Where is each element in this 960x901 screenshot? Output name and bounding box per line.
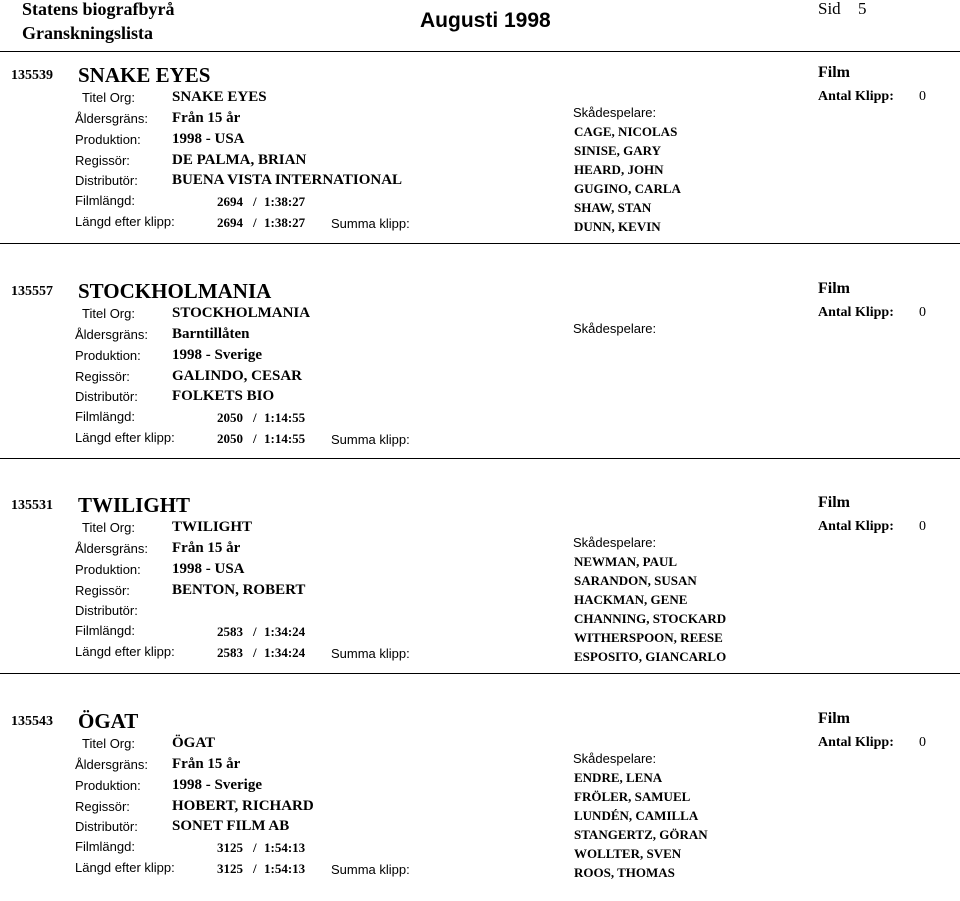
summa-klipp-label: Summa klipp: xyxy=(331,432,410,447)
actor-name: ESPOSITO, GIANCARLO xyxy=(574,649,727,664)
actor-name: HEARD, JOHN xyxy=(574,162,664,177)
langd-efter-klipp-label: Längd efter klipp: xyxy=(75,644,175,659)
langd-efter-separator: / xyxy=(253,645,257,660)
titel-org-value: SNAKE EYES xyxy=(172,89,267,105)
filmlangd-meters: 2050 xyxy=(217,410,243,425)
regissor-label: Regissör: xyxy=(75,583,130,598)
produktion-label: Produktion: xyxy=(75,562,141,577)
summa-klipp-label: Summa klipp: xyxy=(331,216,410,231)
langd-efter-klipp-label: Längd efter klipp: xyxy=(75,860,175,875)
langd-efter-separator: / xyxy=(253,861,257,876)
page-number: 5 xyxy=(858,0,867,18)
page-label: Sid xyxy=(818,0,841,18)
summa-klipp-label: Summa klipp: xyxy=(331,646,410,661)
registration-number: 135539 xyxy=(11,68,53,83)
regissor-value: DE PALMA, BRIAN xyxy=(172,152,307,168)
filmlangd-time: 1:14:55 xyxy=(264,410,306,425)
filmlangd-separator: / xyxy=(253,410,257,425)
list-title: Granskningslista xyxy=(22,23,154,43)
titel-org-value: TWILIGHT xyxy=(172,519,253,535)
entry-divider xyxy=(0,673,960,674)
langd-efter-klipp-label: Längd efter klipp: xyxy=(75,214,175,229)
skadespelare-label: Skådespelare: xyxy=(573,105,657,120)
titel-org-value: ÖGAT xyxy=(172,735,216,751)
antal-klipp-value: 0 xyxy=(919,735,926,750)
produktion-label: Produktion: xyxy=(75,348,141,363)
entry-divider xyxy=(0,243,960,244)
summa-klipp-label: Summa klipp: xyxy=(331,862,410,877)
film-title: STOCKHOLMANIA xyxy=(78,279,272,303)
actor-name: DUNN, KEVIN xyxy=(574,219,661,234)
filmlangd-label: Filmlängd: xyxy=(75,839,135,854)
actor-name: WITHERSPOON, REESE xyxy=(574,630,723,645)
aldersgrans-label: Åldersgräns: xyxy=(75,757,148,772)
actor-name: CAGE, NICOLAS xyxy=(574,124,678,139)
antal-klipp-label: Antal Klipp: xyxy=(818,89,894,104)
filmlangd-meters: 2583 xyxy=(217,624,243,639)
titel-org-label: Titel Org: xyxy=(82,90,135,105)
distributor-value: SONET FILM AB xyxy=(172,818,290,834)
aldersgrans-value: Från 15 år xyxy=(172,756,241,772)
film-entry xyxy=(0,271,960,471)
actor-name: STANGERTZ, GÖRAN xyxy=(574,827,708,842)
distributor-label: Distributör: xyxy=(75,173,138,188)
regissor-label: Regissör: xyxy=(75,369,130,384)
header-divider xyxy=(0,51,960,52)
titel-org-label: Titel Org: xyxy=(82,736,135,751)
filmlangd-label: Filmlängd: xyxy=(75,409,135,424)
regissor-value: BENTON, ROBERT xyxy=(172,582,306,598)
film-entry xyxy=(0,55,960,255)
titel-org-label: Titel Org: xyxy=(82,520,135,535)
filmlangd-meters: 2694 xyxy=(217,194,243,209)
langd-efter-klipp-label: Längd efter klipp: xyxy=(75,430,175,445)
filmlangd-separator: / xyxy=(253,840,257,855)
skadespelare-label: Skådespelare: xyxy=(573,751,657,766)
report-period: Augusti 1998 xyxy=(420,9,551,32)
langd-efter-time: 1:54:13 xyxy=(264,861,306,876)
antal-klipp-label: Antal Klipp: xyxy=(818,735,894,750)
langd-efter-time: 1:38:27 xyxy=(264,215,306,230)
media-type: Film xyxy=(818,280,850,297)
regissor-value: HOBERT, RICHARD xyxy=(172,798,314,814)
langd-efter-time: 1:14:55 xyxy=(264,431,306,446)
produktion-value: 1998 - USA xyxy=(172,561,245,577)
titel-org-label: Titel Org: xyxy=(82,306,135,321)
filmlangd-time: 1:38:27 xyxy=(264,194,306,209)
regissor-value: GALINDO, CESAR xyxy=(172,368,303,384)
produktion-label: Produktion: xyxy=(75,132,141,147)
actor-name: LUNDÉN, CAMILLA xyxy=(574,808,699,823)
actor-name: SARANDON, SUSAN xyxy=(574,573,697,588)
skadespelare-label: Skådespelare: xyxy=(573,535,657,550)
produktion-value: 1998 - Sverige xyxy=(172,347,262,363)
media-type: Film xyxy=(818,494,850,511)
registration-number: 135531 xyxy=(11,498,53,513)
aldersgrans-label: Åldersgräns: xyxy=(75,541,148,556)
actor-name: GUGINO, CARLA xyxy=(574,181,681,196)
langd-efter-time: 1:34:24 xyxy=(264,645,306,660)
regissor-label: Regissör: xyxy=(75,799,130,814)
filmlangd-separator: / xyxy=(253,194,257,209)
media-type: Film xyxy=(818,710,850,727)
langd-efter-meters: 2583 xyxy=(217,645,243,660)
filmlangd-time: 1:34:24 xyxy=(264,624,306,639)
antal-klipp-value: 0 xyxy=(919,305,926,320)
actor-name: ENDRE, LENA xyxy=(574,770,663,785)
filmlangd-time: 1:54:13 xyxy=(264,840,306,855)
film-title: TWILIGHT xyxy=(78,493,191,517)
actor-name: WOLLTER, SVEN xyxy=(574,846,682,861)
distributor-label: Distributör: xyxy=(75,389,138,404)
produktion-value: 1998 - Sverige xyxy=(172,777,262,793)
film-title: ÖGAT xyxy=(78,709,139,733)
distributor-label: Distributör: xyxy=(75,819,138,834)
media-type: Film xyxy=(818,64,850,81)
actor-name: SINISE, GARY xyxy=(574,143,661,158)
aldersgrans-value: Från 15 år xyxy=(172,540,241,556)
langd-efter-separator: / xyxy=(253,431,257,446)
actor-name: NEWMAN, PAUL xyxy=(574,554,678,569)
aldersgrans-value: Från 15 år xyxy=(172,110,241,126)
aldersgrans-label: Åldersgräns: xyxy=(75,327,148,342)
antal-klipp-value: 0 xyxy=(919,519,926,534)
langd-efter-meters: 2050 xyxy=(217,431,243,446)
film-title: SNAKE EYES xyxy=(78,63,211,87)
actor-name: CHANNING, STOCKARD xyxy=(574,611,727,626)
filmlangd-meters: 3125 xyxy=(217,840,243,855)
produktion-label: Produktion: xyxy=(75,778,141,793)
actor-name: ROOS, THOMAS xyxy=(574,865,675,880)
registration-number: 135543 xyxy=(11,714,53,729)
registration-number: 135557 xyxy=(11,284,53,299)
regissor-label: Regissör: xyxy=(75,153,130,168)
distributor-value: FOLKETS BIO xyxy=(172,388,275,404)
film-entry xyxy=(0,485,960,685)
filmlangd-separator: / xyxy=(253,624,257,639)
aldersgrans-label: Åldersgräns: xyxy=(75,111,148,126)
skadespelare-label: Skådespelare: xyxy=(573,321,657,336)
langd-efter-meters: 3125 xyxy=(217,861,243,876)
antal-klipp-value: 0 xyxy=(919,89,926,104)
filmlangd-label: Filmlängd: xyxy=(75,623,135,638)
actor-name: SHAW, STAN xyxy=(574,200,652,215)
distributor-value: BUENA VISTA INTERNATIONAL xyxy=(172,172,403,188)
langd-efter-meters: 2694 xyxy=(217,215,243,230)
filmlangd-label: Filmlängd: xyxy=(75,193,135,208)
antal-klipp-label: Antal Klipp: xyxy=(818,519,894,534)
langd-efter-separator: / xyxy=(253,215,257,230)
aldersgrans-value: Barntillåten xyxy=(172,326,250,342)
entry-divider xyxy=(0,458,960,459)
film-entry xyxy=(0,701,960,901)
titel-org-value: STOCKHOLMANIA xyxy=(172,305,311,321)
actor-name: FRÖLER, SAMUEL xyxy=(574,789,691,804)
distributor-label: Distributör: xyxy=(75,603,138,618)
agency-name: Statens biografbyrå xyxy=(22,0,175,19)
actor-name: HACKMAN, GENE xyxy=(574,592,688,607)
antal-klipp-label: Antal Klipp: xyxy=(818,305,894,320)
produktion-value: 1998 - USA xyxy=(172,131,245,147)
